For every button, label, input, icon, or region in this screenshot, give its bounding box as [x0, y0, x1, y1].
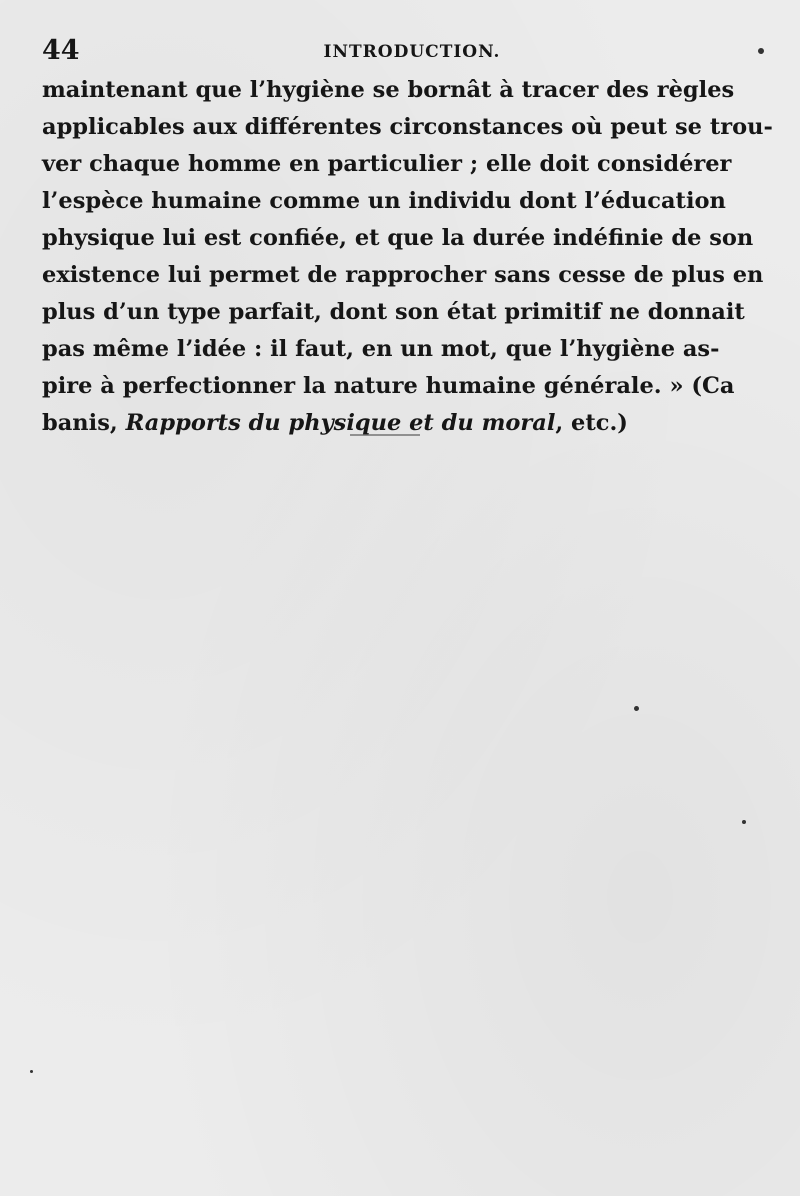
page-number: 44 — [42, 35, 80, 66]
citation-author: banis, — [42, 410, 126, 436]
text-line: pire à perfectionner la nature humaine générale. » (Ca — [42, 373, 735, 399]
text-line: maintenant que l’hygiène se bornât à tracer des règles — [42, 77, 735, 103]
body-text — [42, 72, 773, 442]
text-line: applicables aux différentes circonstances où peut se trou- — [42, 114, 773, 140]
text-line: ver chaque homme en particulier ; elle doit considérer — [42, 151, 732, 177]
text-line: plus d’un type parfait, dont son état primitif ne donnait — [42, 299, 745, 325]
text-line: l’espèce humaine comme un individu dont l’éducation — [42, 188, 726, 214]
running-head: INTRODUCTION. — [323, 42, 501, 62]
text-line: existence lui permet de rapprocher sans cesse de plus en — [42, 262, 764, 288]
citation-title: Rapports du physique et du moral — [125, 410, 556, 436]
citation-suffix: , etc.) — [555, 410, 628, 436]
ink-speck — [758, 48, 764, 54]
ink-speck — [634, 706, 639, 711]
ink-speck — [30, 1070, 33, 1073]
text-line-last — [42, 405, 707, 442]
page-header — [42, 34, 702, 68]
text-line: physique lui est confiée, et que la durée indéfinie de son — [42, 225, 754, 251]
text-line: pas même l’idée : il faut, en un mot, que l’hygiène as- — [42, 336, 720, 362]
ink-speck — [742, 820, 746, 824]
